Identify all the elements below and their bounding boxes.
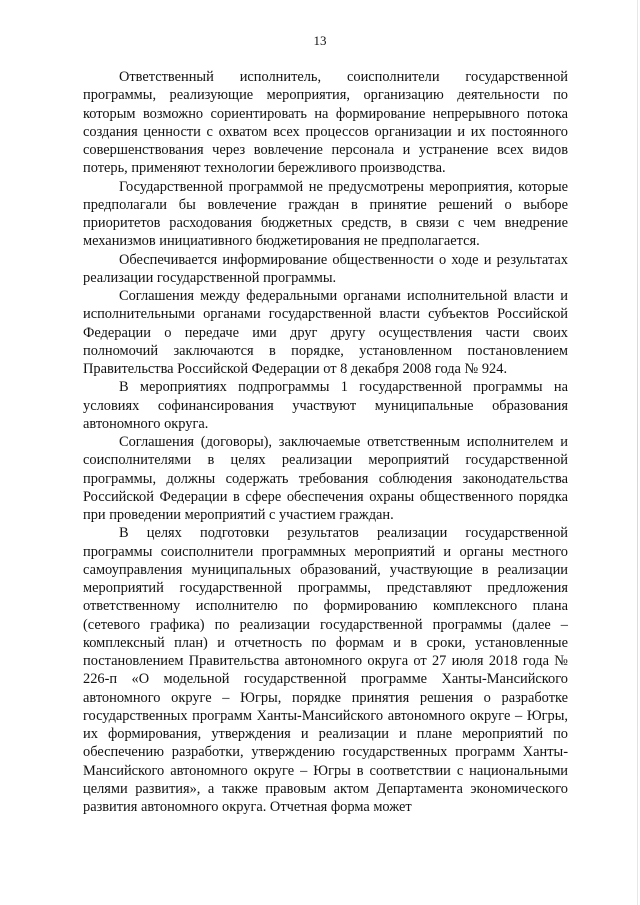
paragraph-federal-agreements: Соглашения между федеральными органами исполнительной власти и исполнительными органами государственной власти субъектов Российской Федерации о передаче ими друг другу осуществления части своих полномочий заключаются в порядке, установленном постановлением Правительства Российской Федерации от 8 декабря 2008 года № 924.: [83, 288, 568, 377]
paragraph-lean-production: Ответственный исполнитель, соисполнители государственной программы, реализующие мероприятия, организацию деятельности по которым возможно сориентировать на формирование непрерывного потока создания ценности с охватом всех процессов организации и их постоянного совершенствования через вовлечение персонала и устранение всех видов потерь, применяют технологии бережливого производства.: [83, 69, 568, 177]
paragraph-cofinancing: В мероприятиях подпрограммы 1 государственной программы на условиях софинансирования участвуют муниципальные образования автономного округа.: [83, 379, 568, 432]
document-body: [83, 68, 568, 816]
paragraph-reporting: В целях подготовки результатов реализации государственной программы соисполнители программных мероприятий и органы местного самоуправления муниципальных образований, участвующие в реализации мероприятий государственной программы, представляют предложения ответственному исполнителю по формированию комплексного плана (сетевого графика) по реализации государственной программы (далее – комплексный план) и отчетность по формам и в сроки, установленные постановлением Правительства автономного округа от 27 июля 2018 года № 226-п «О модельной государственной программе Ханты-Мансийского автономного округе – Югры, порядке принятия решения о разработке государственных программ Ханты-Мансийского автономного округе – Югры, их формирования, утверждения и реализации и плане мероприятий по обеспечению разработки, утверждению государственных программ Ханты-Мансийского автономного округе – Югры в соответствии с национальными целями развития», а также правовым актом Департамента экономического развития автономного округа. Отчетная форма может: [83, 525, 568, 815]
page-number: 13: [313, 33, 327, 48]
paragraph-public-information: Обеспечивается информирование общественности о ходе и результатах реализации государственной программы.: [83, 251, 568, 286]
paragraph-agreements-requirements: Соглашения (договоры), заключаемые ответственным исполнителем и соисполнителями в целях реализации мероприятий государственной программы, должны содержать требования соблюдения законодательства Российской Федерации в сфере обеспечения охраны общественного порядка при проведении мероприятий с участием граждан.: [83, 434, 568, 523]
page-edge: [637, 0, 638, 905]
paragraph-initiative-budgeting: Государственной программой не предусмотрены мероприятия, которые предполагали бы вовлечение граждан в принятие решений о выборе приоритетов расходования бюджетных средств, в связи с чем внедрение механизмов инициативного бюджетирования не предполагается.: [83, 178, 568, 250]
